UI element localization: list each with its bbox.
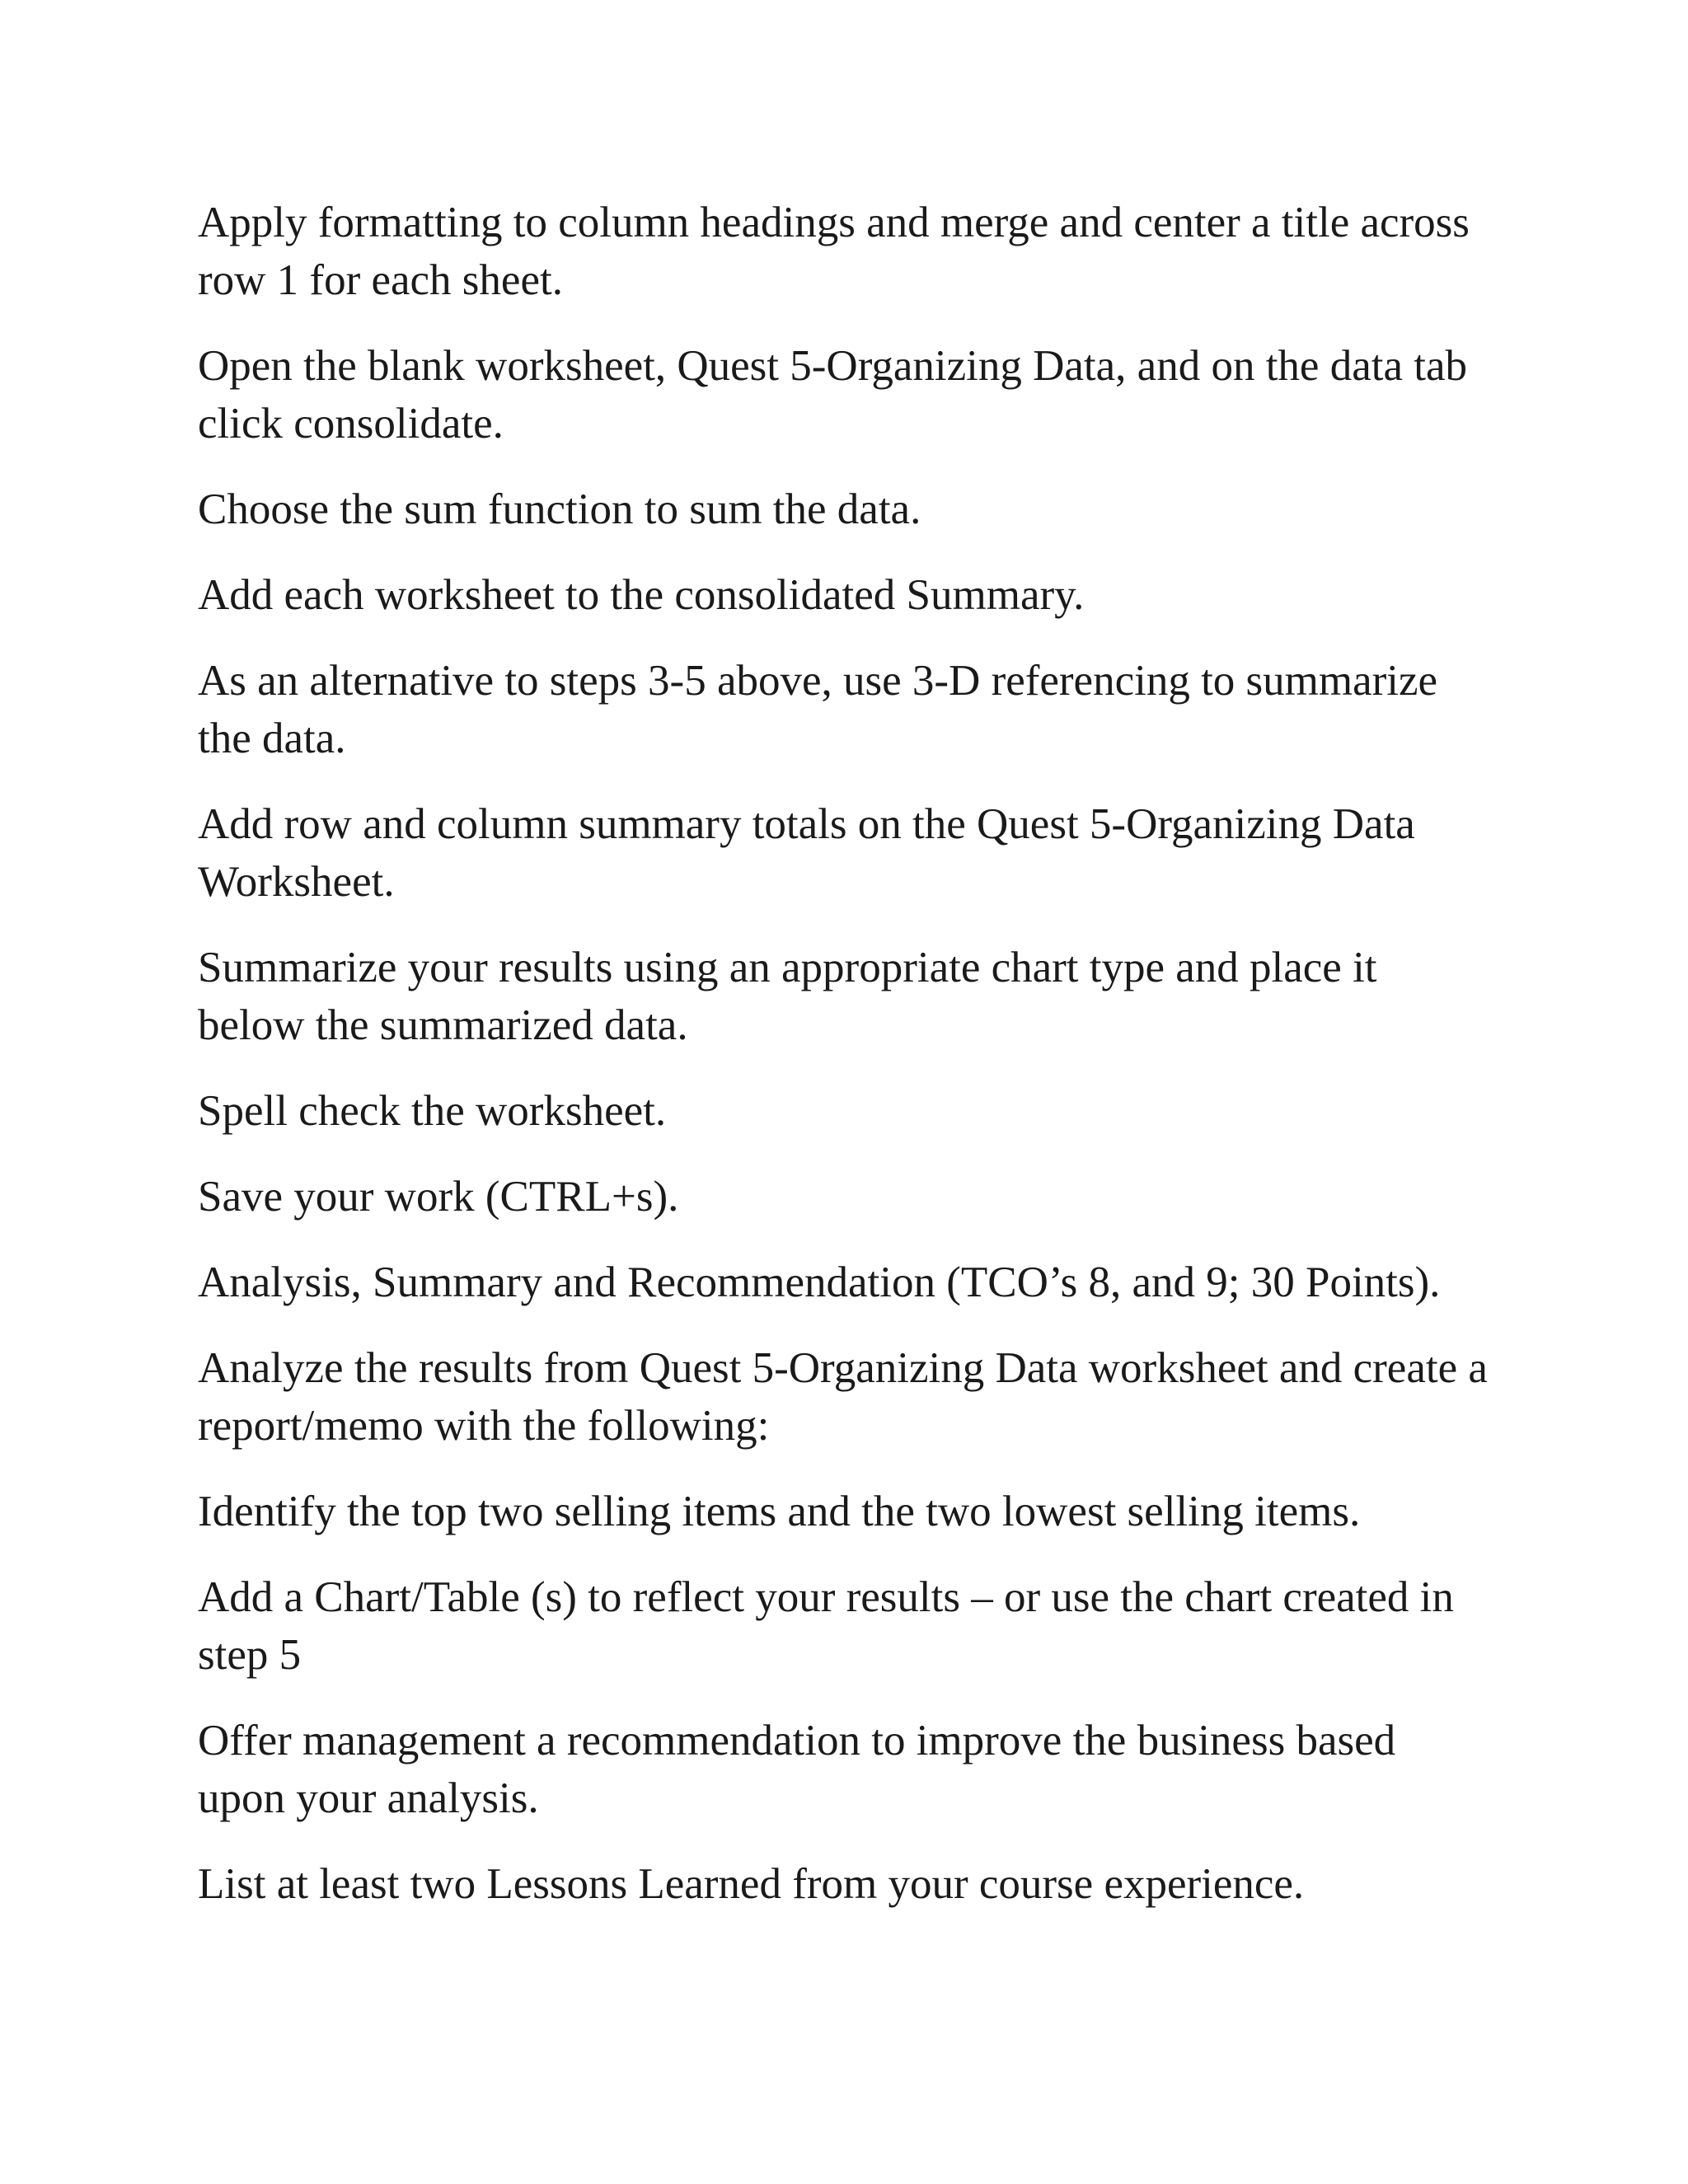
paragraph-2: Open the blank worksheet, Quest 5-Organizing Data, and on the data tab click consolidate.: [198, 342, 1467, 448]
paragraph-8: Spell check the worksheet.: [198, 1087, 667, 1135]
paragraph-10: Analysis, Summary and Recommendation (TCO’s 8, and 9; 30 Points).: [198, 1258, 1441, 1306]
paragraph-11: Analyze the results from Quest 5-Organizing Data worksheet and create a report/memo with the following:: [198, 1344, 1488, 1450]
paragraph-13: Add a Chart/Table (s) to reflect your results – or use the chart created in step 5: [198, 1573, 1454, 1679]
paragraph-5: As an alternative to steps 3-5 above, use 3-D referencing to summarize the data.: [198, 657, 1438, 762]
paragraph-6: Add row and column summary totals on the Quest 5-Organizing Data Worksheet.: [198, 800, 1415, 906]
paragraph-1: Apply formatting to column headings and merge and center a title across row 1 for each sheet.: [198, 199, 1470, 304]
paragraph-3: Choose the sum function to sum the data.: [198, 485, 921, 533]
paragraph-14: Offer management a recommendation to improve the business based upon your analysis.: [198, 1717, 1396, 1822]
paragraph-12: Identify the top two selling items and the two lowest selling items.: [198, 1488, 1361, 1535]
paragraph-4: Add each worksheet to the consolidated Summary.: [198, 571, 1085, 619]
paragraph-15: List at least two Lessons Learned from your course experience.: [198, 1860, 1305, 1908]
paragraph-9: Save your work (CTRL+s).: [198, 1173, 679, 1221]
paragraph-7: Summarize your results using an appropriate chart type and place it below the summarized data.: [198, 944, 1377, 1049]
document-body: [198, 194, 1492, 1941]
